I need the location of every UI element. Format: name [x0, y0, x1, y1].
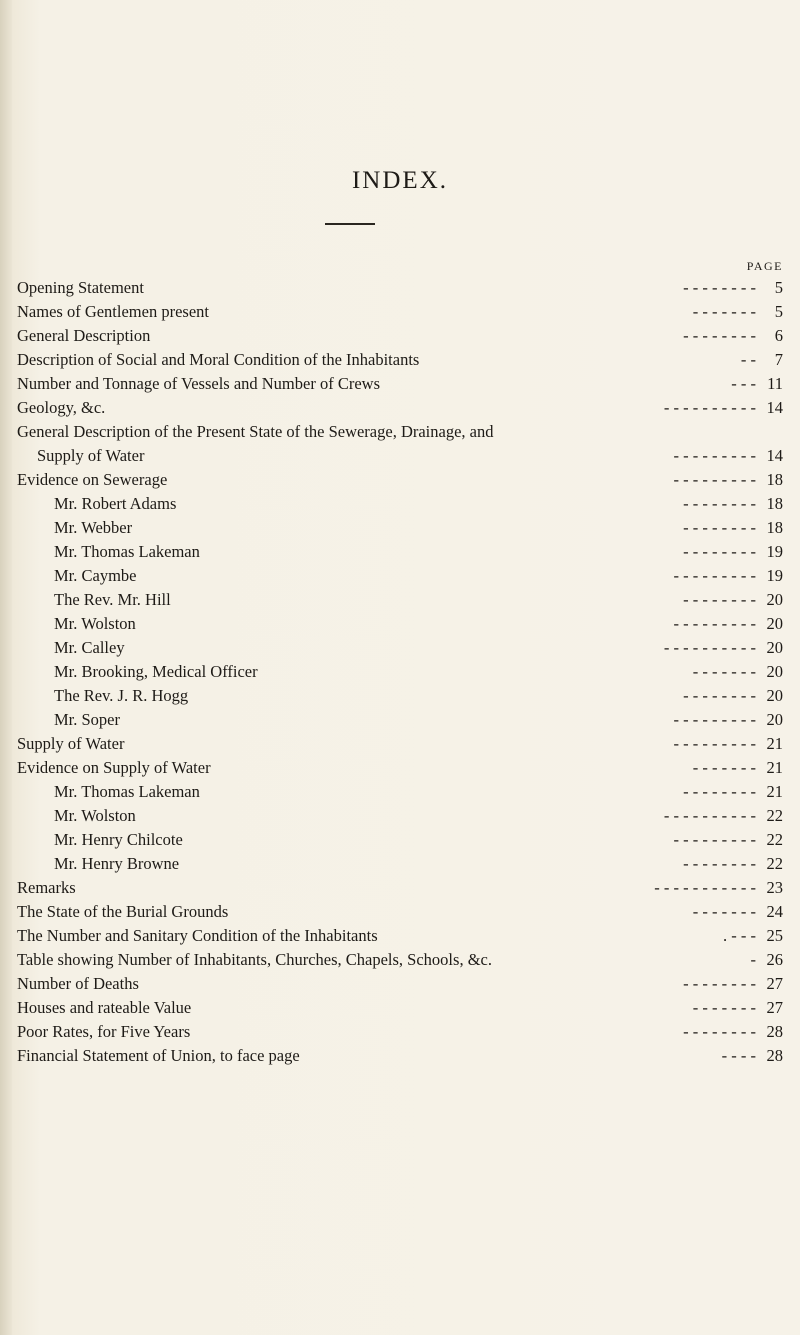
entry-leader-dashes: - - — [740, 350, 756, 369]
entry-page-number: 21 — [766, 758, 783, 777]
entry-label: Mr. Henry Chilcote — [54, 830, 183, 849]
entry-leader-dashes: - - - - - - - - - — [673, 710, 756, 729]
entry-label: Names of Gentlemen present — [17, 302, 209, 321]
index-entry — [17, 612, 783, 636]
entry-leader-dashes: - - - - - - - - - — [673, 446, 756, 465]
entry-page-number: 5 — [774, 302, 783, 321]
index-entry — [17, 756, 783, 780]
entry-leader-dashes: - - - - - - - - - - — [663, 806, 756, 825]
index-entry — [17, 588, 783, 612]
entry-page-number: 19 — [766, 542, 783, 561]
index-entry — [17, 732, 783, 756]
index-entry — [17, 948, 783, 972]
entry-leader-dashes: - - - - - - - - - — [673, 614, 756, 633]
entry-page-number: 21 — [766, 734, 783, 753]
entry-page-number: 14 — [766, 446, 783, 465]
entry-page-number: 11 — [767, 374, 783, 393]
index-entry — [17, 852, 783, 876]
entry-page-number: 19 — [766, 566, 783, 585]
entry-page-number: 18 — [766, 470, 783, 489]
entry-leader-dashes: - - - - - - - - — [683, 974, 756, 993]
index-entry — [17, 684, 783, 708]
entry-leader-dashes: - - - - - - - - — [683, 518, 756, 537]
entry-label: General Description of the Present State of the Sewerage, Drainage, and — [17, 422, 494, 441]
index-entry — [17, 468, 783, 492]
index-entry — [17, 516, 783, 540]
entry-page-number: 20 — [766, 662, 783, 681]
entry-leader-dashes: - - - - - - - - - - - — [654, 878, 756, 897]
index-entry — [17, 348, 783, 372]
entry-leader-dashes: - - - - - - - - - — [673, 470, 756, 489]
entry-label: Evidence on Sewerage — [17, 470, 168, 489]
entry-leader-dashes: - - - - - - - - — [683, 326, 756, 345]
index-entry — [17, 924, 783, 948]
entry-label: Supply of Water — [37, 446, 145, 465]
entry-label: General Description — [17, 326, 151, 345]
entry-leader-dashes: - - - - - - - - — [683, 1022, 756, 1041]
entry-page-number: 6 — [774, 326, 783, 345]
entry-leader-dashes: - - - - - - - - — [683, 494, 756, 513]
entry-page-number: 23 — [766, 878, 783, 897]
entry-label: Number and Tonnage of Vessels and Number of Crews — [17, 374, 380, 393]
entry-leader-dashes: - - - - - - - - — [683, 854, 756, 873]
entry-leader-dashes: - - - - - - - — [692, 662, 756, 681]
title-rule — [325, 223, 375, 225]
index-entry — [17, 660, 783, 684]
entry-label: Evidence on Supply of Water — [17, 758, 211, 777]
entry-page-number: 18 — [766, 518, 783, 537]
index-entry — [17, 540, 783, 564]
entry-page-number: 25 — [766, 926, 783, 945]
page-title: INDEX. — [351, 167, 448, 194]
entry-page-number: 18 — [766, 494, 783, 513]
entry-page-number: 22 — [766, 854, 783, 873]
entry-leader-dashes: - - - - - - - - — [683, 686, 756, 705]
entry-page-number: 20 — [766, 638, 783, 657]
entry-leader-dashes: - - - - - - - - - — [673, 830, 756, 849]
entry-leader-dashes: - - - - - - - - — [683, 782, 756, 801]
entry-label: Mr. Thomas Lakeman — [54, 542, 200, 561]
index-entry — [17, 1044, 783, 1068]
entry-page-number: 27 — [766, 998, 783, 1017]
entry-page-number: 28 — [766, 1046, 783, 1065]
entry-page-number: 24 — [766, 902, 783, 921]
entry-leader-dashes: - - - - — [721, 1046, 756, 1065]
entry-leader-dashes: . - - - — [723, 926, 756, 945]
index-entry — [17, 300, 783, 324]
index-entry — [17, 1020, 783, 1044]
entry-leader-dashes: - - - — [731, 374, 756, 393]
entry-page-number: 20 — [766, 710, 783, 729]
entry-page-number: 7 — [774, 350, 783, 369]
entry-leader-dashes: - - - - - - - — [692, 758, 756, 777]
index-entry — [17, 636, 783, 660]
entry-page-number: 20 — [766, 686, 783, 705]
entry-label: Mr. Wolston — [54, 614, 136, 633]
index-entry — [17, 276, 783, 300]
entry-leader-dashes: - - - - - - - — [692, 902, 756, 921]
entry-page-number: 27 — [766, 974, 783, 993]
entry-page-number: 26 — [766, 950, 783, 969]
entry-label: Remarks — [17, 878, 76, 897]
entry-label: Description of Social and Moral Condition of the Inhabitants — [17, 350, 420, 369]
entry-leader-dashes: - - - - - - - - - — [673, 734, 756, 753]
entry-label: Mr. Thomas Lakeman — [54, 782, 200, 801]
index-entry — [17, 804, 783, 828]
index-entry — [17, 780, 783, 804]
entry-label: Poor Rates, for Five Years — [17, 1022, 191, 1041]
index-entry — [17, 492, 783, 516]
entry-leader-dashes: - — [750, 950, 756, 969]
index-entry — [17, 972, 783, 996]
index-entry — [17, 828, 783, 852]
entry-label: The Number and Sanitary Condition of the Inhabitants — [17, 926, 378, 945]
entry-label: Houses and rateable Value — [17, 998, 192, 1017]
entry-label: Mr. Soper — [54, 710, 120, 729]
entry-label: Financial Statement of Union, to face page — [17, 1046, 300, 1065]
entry-label: Mr. Webber — [54, 518, 133, 537]
entry-leader-dashes: - - - - - - - - - - — [663, 398, 756, 417]
entry-page-number: 28 — [766, 1022, 783, 1041]
entry-leader-dashes: - - - - - - - — [692, 302, 756, 321]
entry-label: Table showing Number of Inhabitants, Churches, Chapels, Schools, &c. — [17, 950, 492, 969]
entry-label: Geology, &c. — [17, 398, 106, 417]
index-entry — [17, 996, 783, 1020]
index-entry — [17, 324, 783, 348]
index-entry — [17, 900, 783, 924]
entry-label: The Rev. Mr. Hill — [54, 590, 171, 609]
page-column-header: PAGE — [746, 259, 783, 273]
page-binding-edge — [0, 0, 12, 1335]
entry-label: Supply of Water — [17, 734, 125, 753]
entry-page-number: 20 — [766, 590, 783, 609]
entry-page-number: 20 — [766, 614, 783, 633]
entry-label: Mr. Henry Browne — [54, 854, 180, 873]
entry-label: Opening Statement — [17, 278, 144, 297]
entry-leader-dashes: - - - - - - - - — [683, 542, 756, 561]
index-entries — [17, 276, 783, 1068]
index-entry — [17, 564, 783, 588]
entry-page-number: 14 — [766, 398, 783, 417]
entry-page-number: 22 — [766, 830, 783, 849]
entry-label: Mr. Caymbe — [54, 566, 137, 585]
index-entry — [17, 876, 783, 900]
index-entry — [17, 420, 783, 444]
index-entry — [17, 396, 783, 420]
entry-leader-dashes: - - - - - - - - - — [673, 566, 756, 585]
entry-leader-dashes: - - - - - - - - — [683, 278, 756, 297]
index-entry — [17, 444, 783, 468]
index-entry — [17, 708, 783, 732]
entry-label: Mr. Calley — [54, 638, 125, 657]
entry-label: Number of Deaths — [17, 974, 139, 993]
entry-leader-dashes: - - - - - - - — [692, 998, 756, 1017]
entry-leader-dashes: - - - - - - - - - - — [663, 638, 756, 657]
entry-leader-dashes: - - - - - - - - — [683, 590, 756, 609]
entry-label: The Rev. J. R. Hogg — [54, 686, 189, 705]
entry-page-number: 5 — [774, 278, 783, 297]
entry-label: Mr. Wolston — [54, 806, 136, 825]
entry-label: The State of the Burial Grounds — [17, 902, 229, 921]
entry-page-number: 22 — [766, 806, 783, 825]
entry-label: Mr. Robert Adams — [54, 494, 177, 513]
entry-label: Mr. Brooking, Medical Officer — [54, 662, 258, 681]
index-entry — [17, 372, 783, 396]
entry-page-number: 21 — [766, 782, 783, 801]
